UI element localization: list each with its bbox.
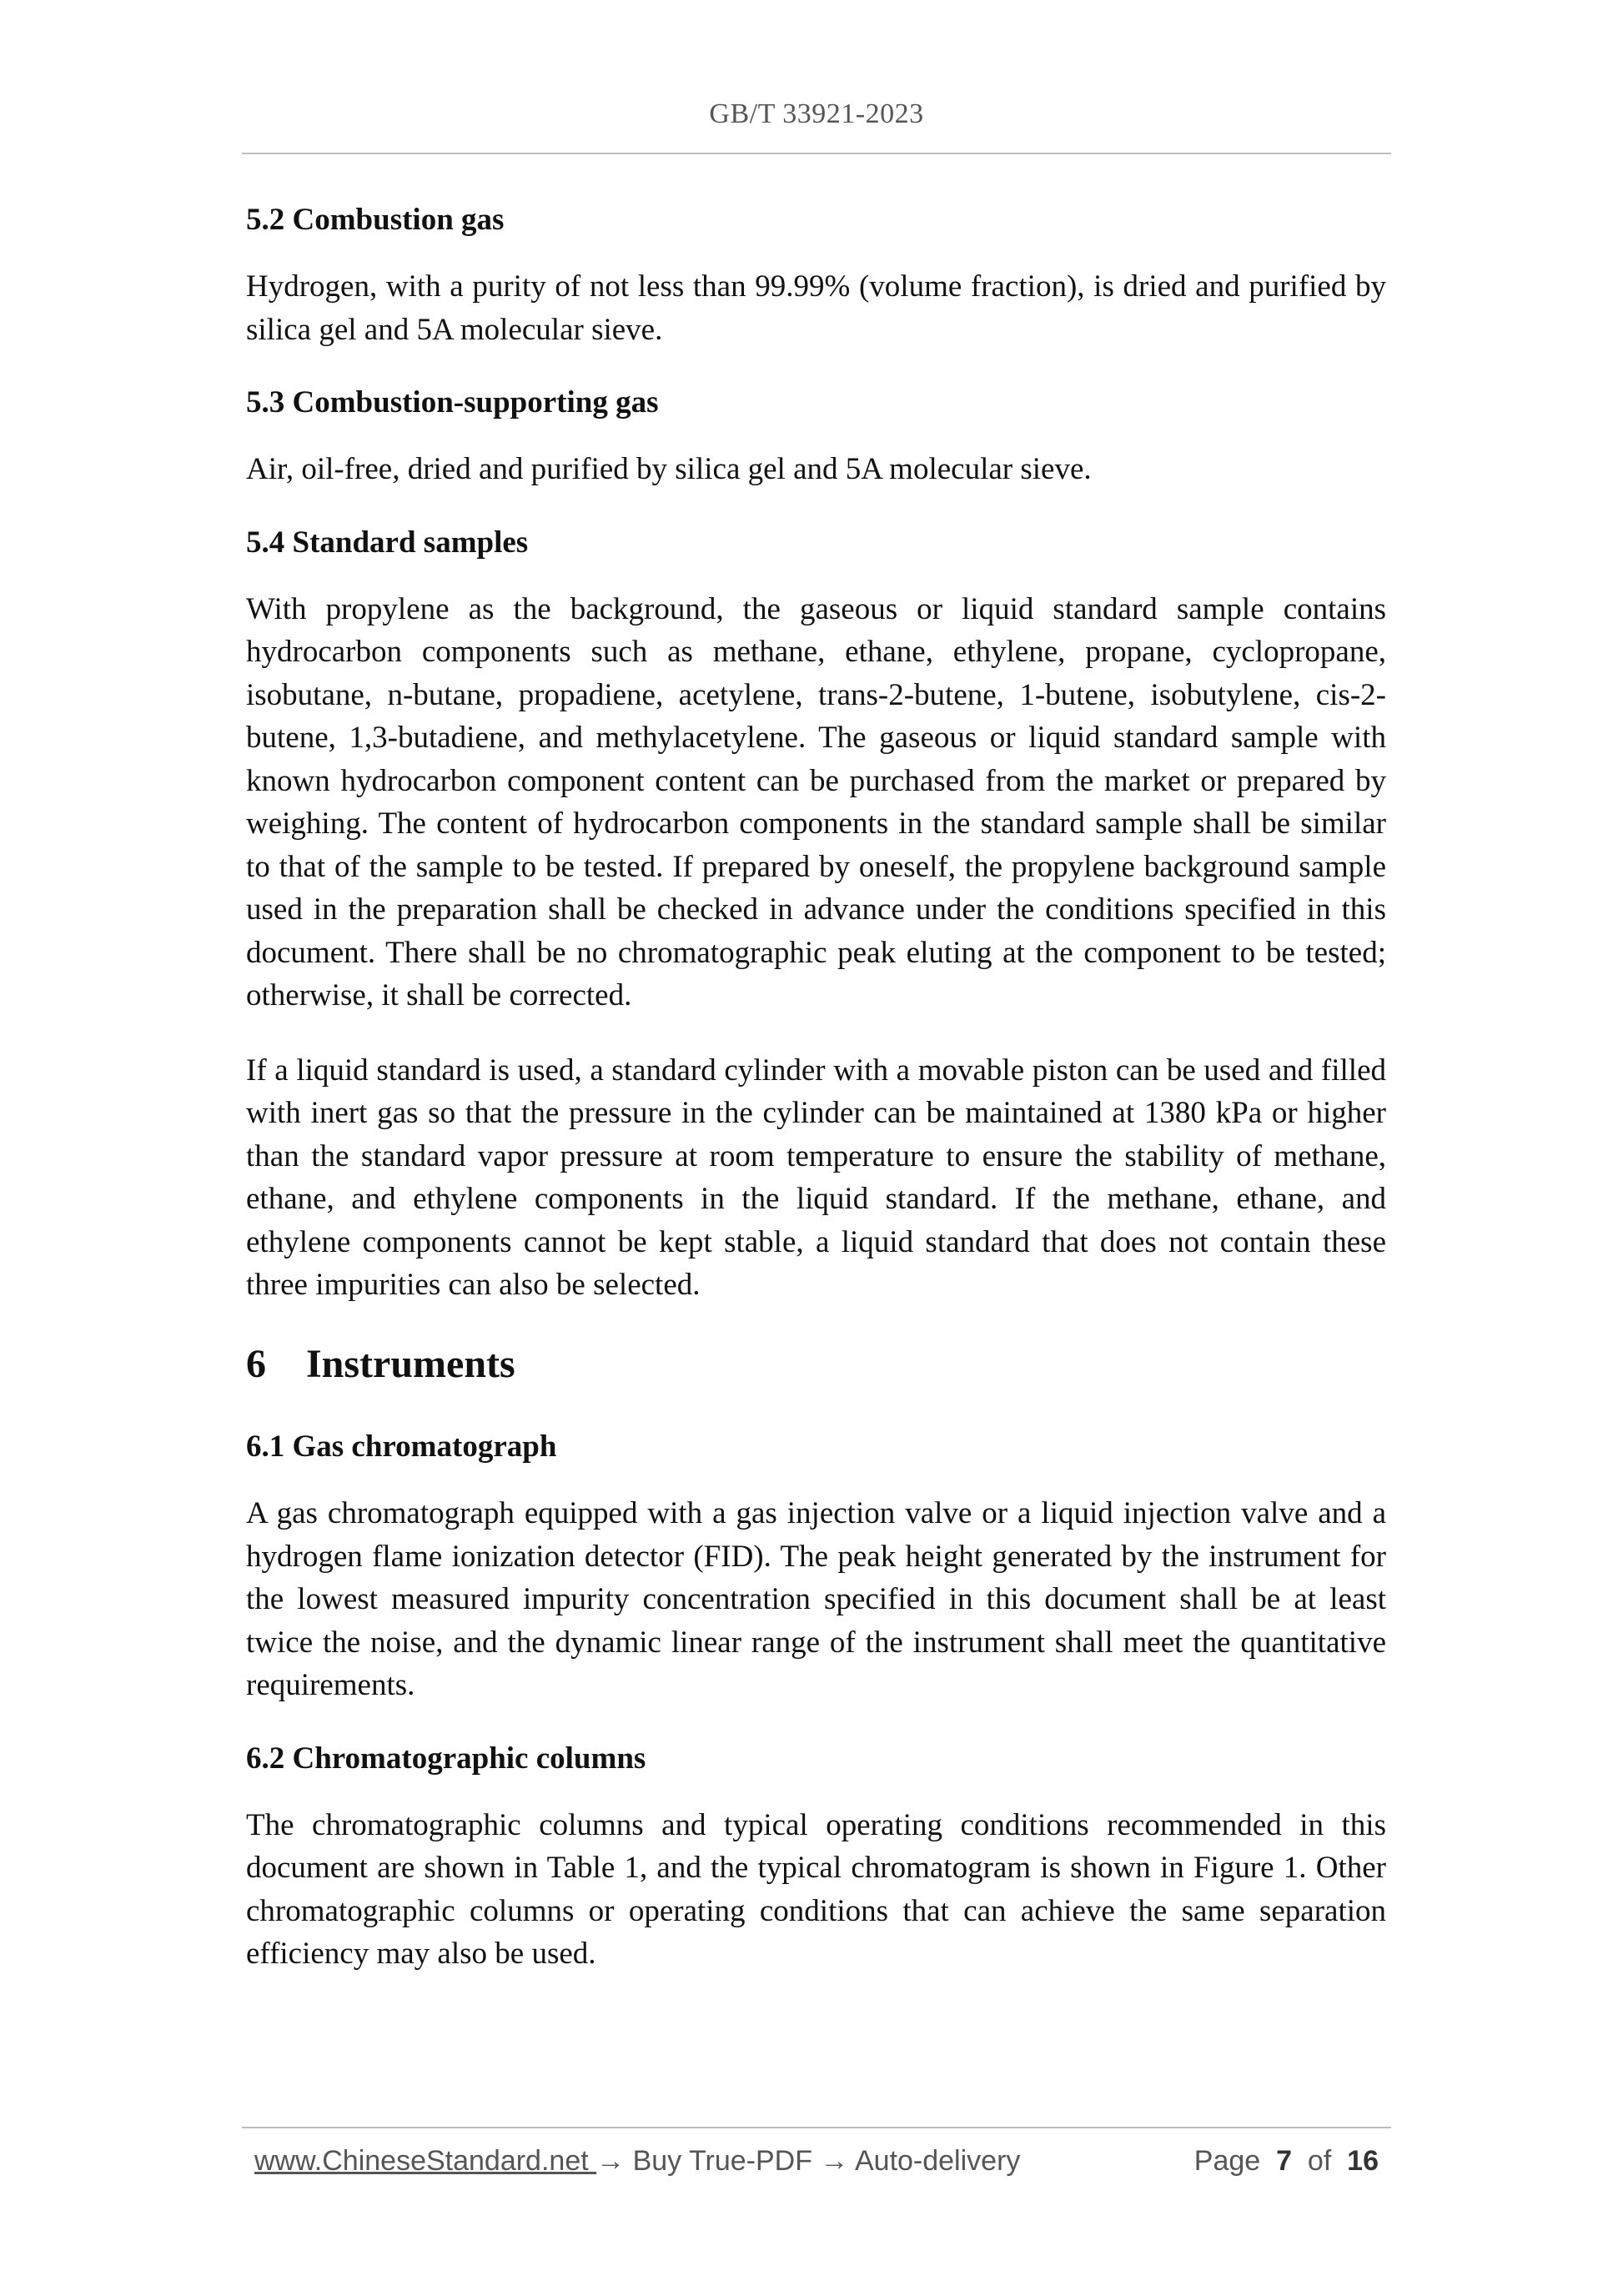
- paragraph-5-3: Air, oil-free, dried and purified by silica gel and 5A molecular sieve.: [246, 452, 1092, 487]
- paragraph-5-4-a: With propylene as the background, the gaseous or liquid standard sample contains hydrocarbon components such as methane, ethane, ethylene, propane, cyclopropane, isobutane, n-butane, propadiene, acetylene, trans-2-butene, 1-butene, isobutylene, cis-2-butene, 1,3-butadiene, and methylacetylene. The gaseous or liquid standard sample with known hydrocarbon component content can be purchased from the market or prepared by weighing. The content of hydrocarbon components in the standard sample shall be similar to that of the sample to be tested. If prepared by oneself, the propylene background sample used in the preparation shall be checked in advance under the conditions specified in this document. There shall be no chromatographic peak eluting at the component to be tested; otherwise, it shall be corrected.: [246, 591, 1386, 1013]
- footer-delivery-text: Auto-delivery: [848, 2145, 1021, 2177]
- page-current: 7: [1276, 2145, 1292, 2177]
- footer-buy-text: Buy True-PDF: [625, 2145, 821, 2177]
- heading-6-2: 6.2 Chromatographic columns: [246, 1741, 646, 1776]
- page-footer: [254, 2145, 1379, 2178]
- arrow-right-icon: →: [820, 2145, 849, 2177]
- page-label: Page: [1193, 2145, 1261, 2177]
- paragraph-6-2: The chromatographic columns and typical operating conditions recommended in this document are shown in Table 1, and the typical chromatogram is shown in Figure 1. Other chromatographic columns or operating conditions that can achieve the same separation efficiency may also be used.: [246, 1807, 1386, 1972]
- page-number: [1194, 2145, 1379, 2178]
- paragraph-5-4-b: If a liquid standard is used, a standard cylinder with a movable piston can be used and filled with inert gas so that the pressure in the cylinder can be maintained at 1380 kPa or higher than the standard vapor pressure at room temperature to ensure the stability of methane, ethane, and ethylene components in the liquid standard. If the methane, ethane, and ethylene components cannot be kept stable, a liquid standard that does not contain these three impurities can also be selected.: [246, 1053, 1386, 1303]
- paragraph-5-2: Hydrogen, with a purity of not less than 99.99% (volume fraction), is dried and purified by silica gel and 5A molecular sieve.: [246, 269, 1386, 347]
- paragraph-6-1: A gas chromatograph equipped with a gas injection valve or a liquid injection valve and a hydrogen flame ionization detector (FID). The peak height generated by the instrument for the lowest measured impurity concentration specified in this document shall be at least twice the noise, and the dynamic linear range of the instrument shall meet the quantitative requirements.: [246, 1496, 1386, 1703]
- heading-6: [246, 1339, 1386, 1390]
- page-header-doc-id: GB/T 33921-2023: [709, 98, 924, 129]
- footer-website-link[interactable]: www.ChineseStandard.net: [254, 2145, 597, 2177]
- header-divider: [242, 153, 1391, 154]
- heading-6-number: 6: [246, 1341, 266, 1386]
- page-of: of: [1307, 2145, 1332, 2177]
- heading-5-2: 5.2 Combustion gas: [246, 203, 505, 237]
- arrow-right-icon: →: [596, 2145, 626, 2177]
- heading-6-1: 6.1 Gas chromatograph: [246, 1429, 557, 1465]
- page-total: 16: [1347, 2145, 1379, 2177]
- heading-6-title: Instruments: [306, 1341, 515, 1386]
- footer-divider: [242, 2127, 1391, 2128]
- document-body: [246, 200, 1386, 2007]
- heading-5-3: 5.3 Combustion-supporting gas: [246, 385, 659, 420]
- heading-5-4: 5.4 Standard samples: [246, 525, 529, 560]
